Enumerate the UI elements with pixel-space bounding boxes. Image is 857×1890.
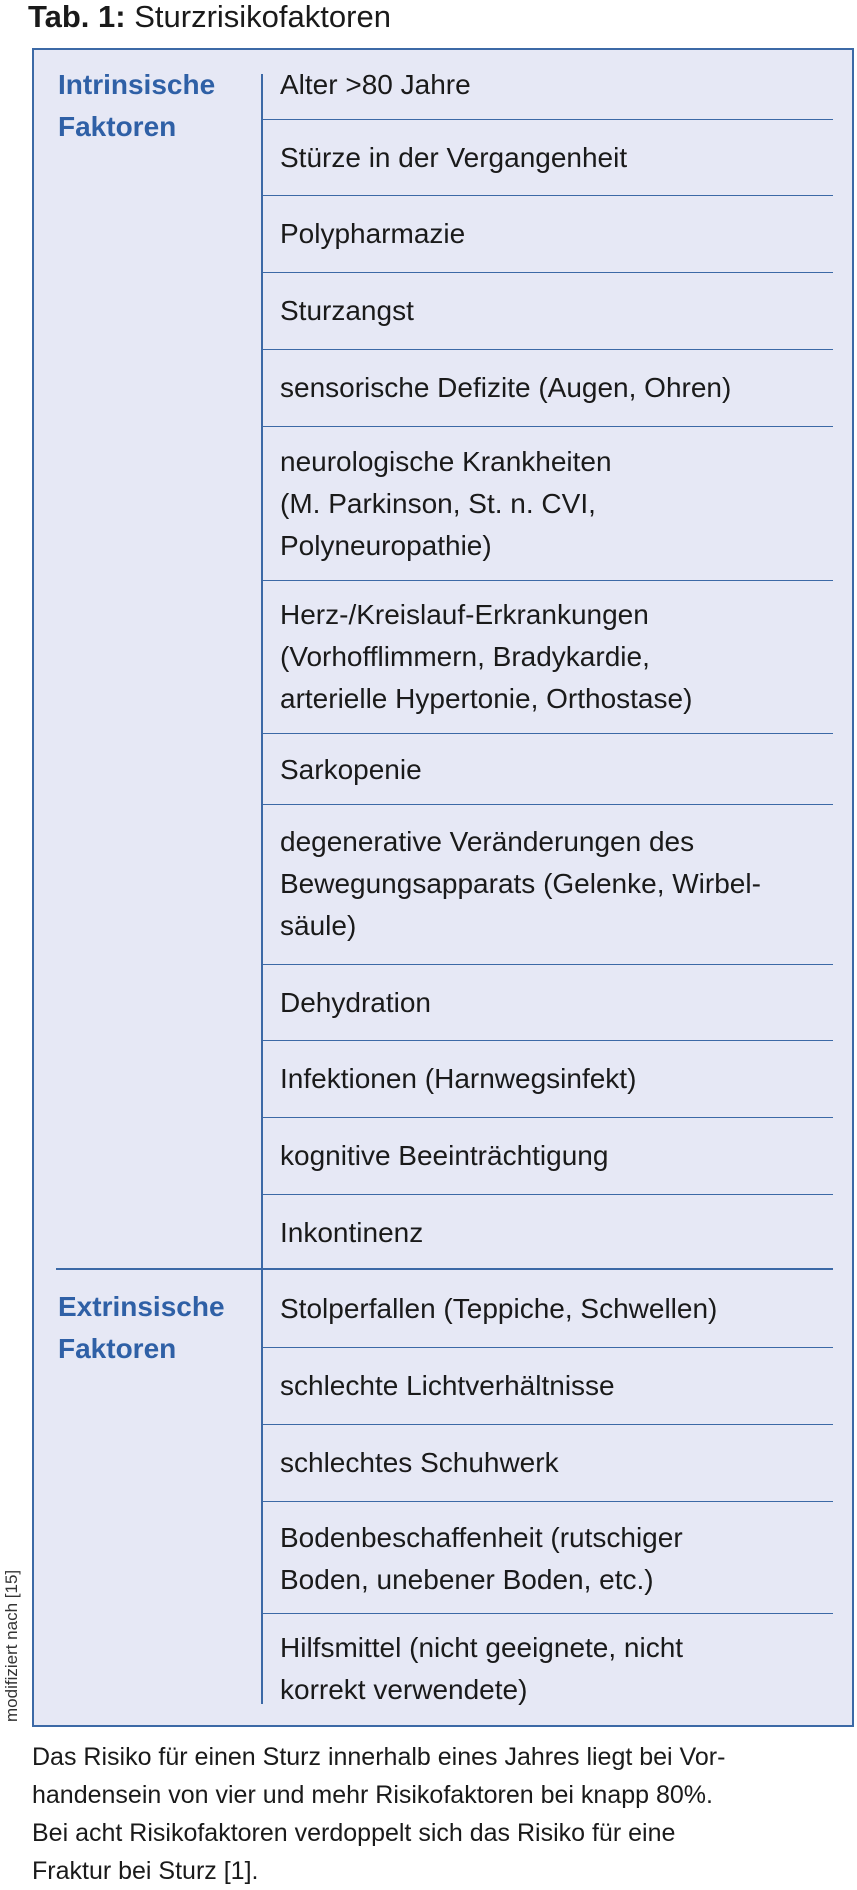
- table-title: [28, 0, 391, 34]
- row-line: Alter >80 Jahre: [280, 69, 471, 100]
- row-separator: [263, 1117, 833, 1118]
- table-row: [280, 441, 840, 567]
- group-label-extrinsic: [58, 1286, 225, 1370]
- row-line: degenerative Veränderungen des: [280, 826, 695, 857]
- row-separator: [263, 964, 833, 965]
- row-line: säule): [280, 910, 357, 941]
- row-separator: [263, 1040, 833, 1041]
- row-line: Sturzangst: [280, 295, 414, 326]
- table-row: [280, 367, 840, 409]
- row-line: Herz-/Kreislauf-Erkrankungen: [280, 599, 649, 630]
- row-separator: [263, 804, 833, 805]
- row-separator: [263, 580, 833, 581]
- row-separator: [263, 119, 833, 120]
- table-row: [280, 1365, 840, 1407]
- row-separator: [263, 1424, 833, 1425]
- row-line: Dehydration: [280, 987, 431, 1018]
- table-number: Tab. 1:: [28, 0, 126, 34]
- group-label-intrinsic: [58, 64, 215, 148]
- row-separator: [263, 1501, 833, 1502]
- group-label-extrinsic-line1: Extrinsische: [58, 1291, 225, 1322]
- column-divider: [261, 74, 263, 1704]
- row-separator: [263, 272, 833, 273]
- footnote-line: Bei acht Risikofaktoren verdoppelt sich das Risiko für eine: [32, 1819, 676, 1847]
- footnote-paragraph: [32, 1738, 852, 1890]
- row-separator: [263, 195, 833, 196]
- row-separator: [263, 733, 833, 734]
- row-line: Bewegungsapparats (Gelenke, Wirbel-: [280, 868, 761, 899]
- row-line: Sarkopenie: [280, 754, 422, 785]
- row-line: schlechtes Schuhwerk: [280, 1447, 559, 1478]
- table-row: [280, 1058, 840, 1100]
- row-separator: [263, 349, 833, 350]
- table-row: [280, 64, 840, 106]
- table-row: [280, 137, 840, 179]
- row-line: neurologische Krankheiten: [280, 446, 612, 477]
- footnote-line: Das Risiko für einen Sturz innerhalb eines Jahres liegt bei Vor-: [32, 1743, 726, 1771]
- source-note: modifiziert nach [15]: [2, 1569, 21, 1722]
- group-label-extrinsic-line2: Faktoren: [58, 1333, 177, 1364]
- footnote-line: handensein von vier und mehr Risikofaktoren bei knapp 80%.: [32, 1781, 713, 1809]
- table-caption: Sturzrisikofaktoren: [134, 0, 391, 34]
- row-line: Boden, unebener Boden, etc.): [280, 1564, 654, 1595]
- row-line: Stürze in der Vergangenheit: [280, 142, 628, 173]
- table-row: [280, 290, 840, 332]
- row-line: sensorische Defizite (Augen, Ohren): [280, 372, 732, 403]
- table-row: [280, 1288, 840, 1330]
- table-row: [280, 594, 840, 720]
- row-separator: [263, 1194, 833, 1195]
- table-row: [280, 749, 840, 791]
- table-row: [280, 1517, 840, 1601]
- group-label-intrinsic-line2: Faktoren: [58, 111, 177, 142]
- table-row: [280, 1212, 840, 1254]
- table-row: [280, 213, 840, 255]
- table-row: [280, 982, 840, 1024]
- row-separator: [263, 426, 833, 427]
- row-line: Polypharmazie: [280, 218, 466, 249]
- row-line: Stolperfallen (Teppiche, Schwellen): [280, 1293, 718, 1324]
- row-line: Hilfsmittel (nicht geeignete, nicht: [280, 1632, 684, 1663]
- group-label-intrinsic-line1: Intrinsische: [58, 69, 216, 100]
- row-line: Bodenbeschaffenheit (rutschiger: [280, 1522, 683, 1553]
- row-separator: [263, 1347, 833, 1348]
- table-row: [280, 1442, 840, 1484]
- row-line: kognitive Beeinträchtigung: [280, 1140, 609, 1171]
- row-line: Polyneuropathie): [280, 530, 492, 561]
- row-separator: [263, 1613, 833, 1614]
- group-divider: [56, 1268, 833, 1270]
- row-line: Infektionen (Harnwegsinfekt): [280, 1063, 637, 1094]
- row-line: Inkontinenz: [280, 1217, 424, 1248]
- row-line: (Vorhofflimmern, Bradykardie,: [280, 641, 650, 672]
- table-row: [280, 821, 840, 947]
- table-row: [280, 1135, 840, 1177]
- row-line: (M. Parkinson, St. n. CVI,: [280, 488, 596, 519]
- row-line: arterielle Hypertonie, Orthostase): [280, 683, 693, 714]
- table-row: [280, 1627, 840, 1711]
- row-line: korrekt verwendete): [280, 1674, 528, 1705]
- row-line: schlechte Lichtverhältnisse: [280, 1370, 615, 1401]
- footnote-line: Fraktur bei Sturz [1].: [32, 1857, 259, 1885]
